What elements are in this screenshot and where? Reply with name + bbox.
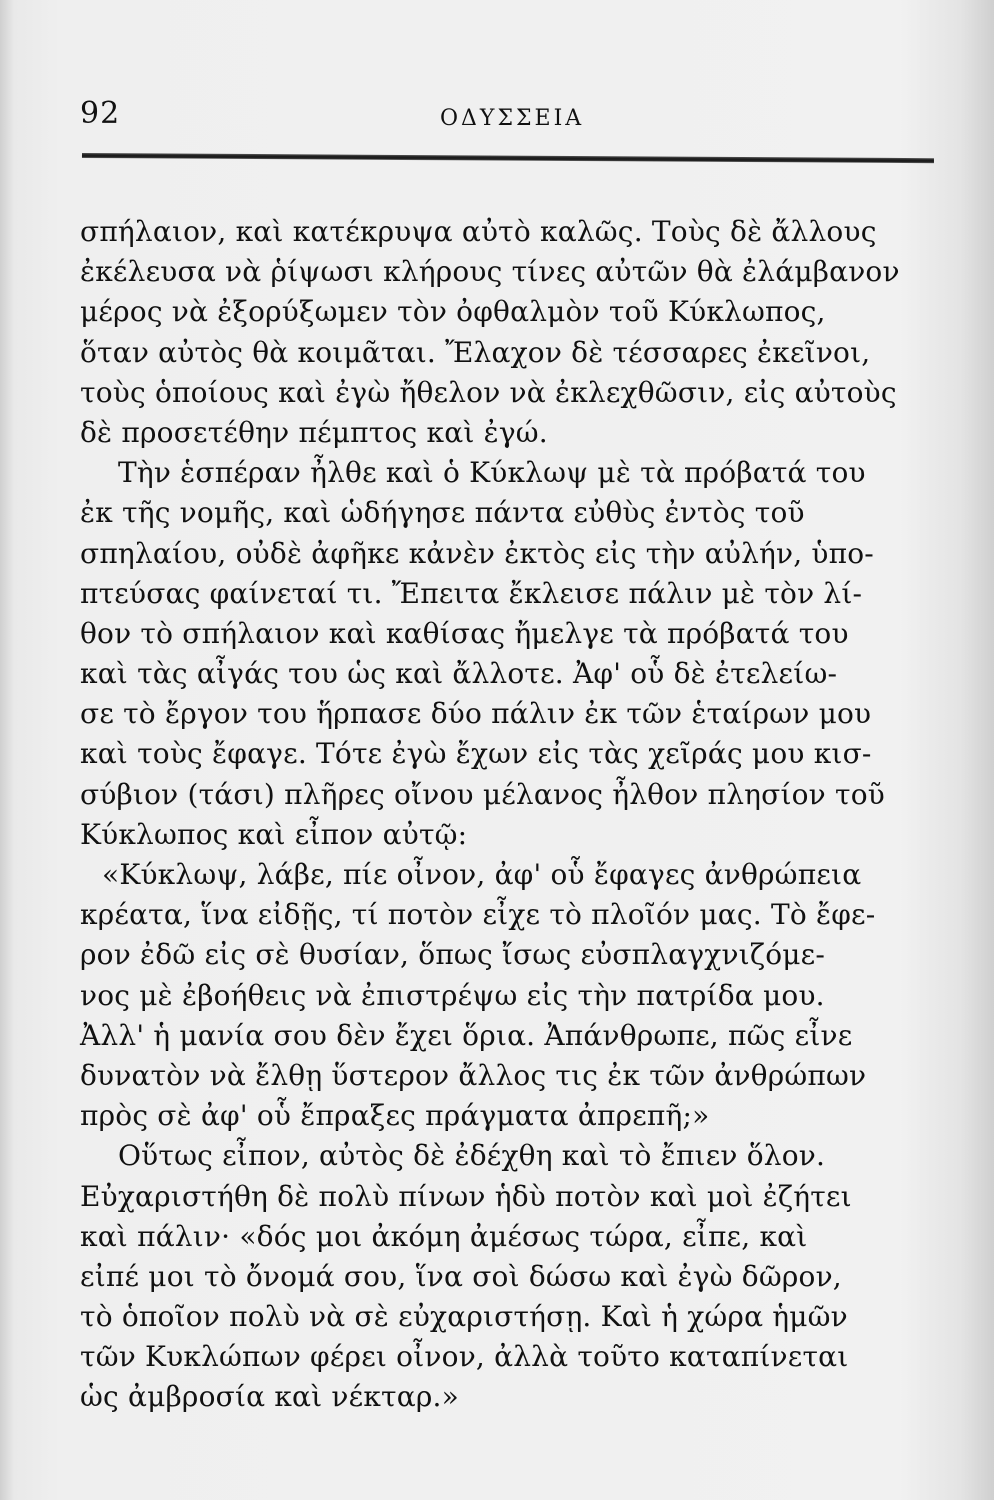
text-line: πτεύσας φαίνεταί τι. Ἔπειτα ἔκλεισε πάλιν μὲ τὸν λί- <box>80 576 863 610</box>
running-title: ΟΔΥΣΣΕΙΑ <box>440 106 585 131</box>
text-line: τῶν Κυκλώπων φέρει οἶνον, ἀλλὰ τοῦτο καταπίνεται <box>80 1340 849 1374</box>
text-line: Εὐχαριστήθη δὲ πολὺ πίνων ἡδὺ ποτὸν καὶ μοὶ ἐζήτει <box>80 1179 852 1213</box>
text-line: ὡς ἀμβροσία καὶ νέκταρ.» <box>80 1380 459 1414</box>
text-line: Ἀλλ' ἡ μανία σου δὲν ἔχει ὅρια. Ἀπάνθρωπε, πῶς εἶνε <box>80 1018 853 1052</box>
text-line: θον τὸ σπήλαιον καὶ καθίσας ἤμελγε τὰ πρόβατά του <box>80 616 849 650</box>
text-line: ὅταν αὐτὸς θὰ κοιμᾶται. Ἔλαχον δὲ τέσσαρες ἐκεῖνοι, <box>80 335 871 369</box>
text-line: καὶ τὰς αἶγάς του ὡς καὶ ἄλλοτε. Ἀφ' οὗ δὲ ἐτελείω- <box>80 657 838 691</box>
text-line: πρὸς σὲ ἀφ' οὗ ἔπραξες πράγματα ἀπρεπῆ;» <box>80 1099 710 1133</box>
text-line: σε τὸ ἔργον του ἥρπασε δύο πάλιν ἐκ τῶν ἑταίρων μου <box>80 697 872 731</box>
text-line: Οὕτως εἶπον, αὐτὸς δὲ ἐδέχθη καὶ τὸ ἔπιεν ὅλον. <box>118 1139 826 1173</box>
text-line: ἐκ τῆς νομῆς, καὶ ὡδήγησε πάντα εὐθὺς ἐντὸς τοῦ <box>80 496 805 530</box>
text-line: σπηλαίου, οὐδὲ ἀφῆκε κἀνὲν ἐκτὸς εἰς τὴν αὐλήν, ὑπο- <box>80 536 874 570</box>
text-line: ρον ἐδῶ εἰς σὲ θυσίαν, ὅπως ἴσως εὐσπλαγχνιζόμε- <box>80 938 826 972</box>
text-line: τοὺς ὁποίους καὶ ἐγὼ ἤθελον νὰ ἐκλεχθῶσιν, εἰς αὐτοὺς <box>80 375 897 409</box>
text-line: δυνατὸν νὰ ἔλθῃ ὕστερον ἄλλος τις ἐκ τῶν ἀνθρώπων <box>80 1058 867 1092</box>
text-line: εἰπέ μοι τὸ ὄνομά σου, ἵνα σοὶ δώσω καὶ ἐγὼ δῶρον, <box>80 1259 842 1293</box>
text-line: τὸ ὁποῖον πολὺ νὰ σὲ εὐχαριστήσῃ. Καὶ ἡ χώρα ἡμῶν <box>80 1300 848 1334</box>
text-line: ἐκέλευσα νὰ ῥίψωσι κλήρους τίνες αὐτῶν θὰ ἐλάμβανον <box>80 255 900 289</box>
text-line: καὶ πάλιν· «δός μοι ἀκόμη ἀμέσως τώρα, εἶπε, καὶ <box>80 1219 808 1253</box>
text-line: σπήλαιον, καὶ κατέκρυψα αὐτὸ καλῶς. Τοὺς δὲ ἄλλους <box>80 215 877 248</box>
text-line: κρέατα, ἵνα εἰδῇς, τί ποτὸν εἶχε τὸ πλοῖόν μας. Τὸ ἔφε- <box>80 898 876 932</box>
text-line: καὶ τοὺς ἔφαγε. Τότε ἐγὼ ἔχων εἰς τὰς χεῖράς μου κισ- <box>80 737 872 771</box>
page-number: 92 <box>80 96 121 131</box>
header-rule <box>82 153 934 163</box>
text-line: νος μὲ ἐβοήθεις νὰ ἐπιστρέψω εἰς τὴν πατρίδα μου. <box>80 978 825 1012</box>
text-line: δὲ προσετέθην πέμπτος καὶ ἐγώ. <box>80 415 548 449</box>
text-line: μέρος νὰ ἐξορύξωμεν τὸν ὀφθαλμὸν τοῦ Κύκλωπος, <box>80 295 826 329</box>
text-line: Τὴν ἑσπέραν ἦλθε καὶ ὁ Κύκλωψ μὲ τὰ πρόβατά του <box>118 456 866 490</box>
body-text <box>80 212 940 1418</box>
text-line: σύβιον (τάσι) πλῆρες οἴνου μέλανος ἦλθον πλησίον τοῦ <box>80 777 885 811</box>
text-line: Κύκλωπος καὶ εἶπον αὐτῷ: <box>80 817 468 851</box>
page-header <box>80 96 930 146</box>
text-line: «Κύκλωψ, λάβε, πίε οἶνον, ἀφ' οὗ ἔφαγες ἀνθρώπεια <box>102 858 862 891</box>
